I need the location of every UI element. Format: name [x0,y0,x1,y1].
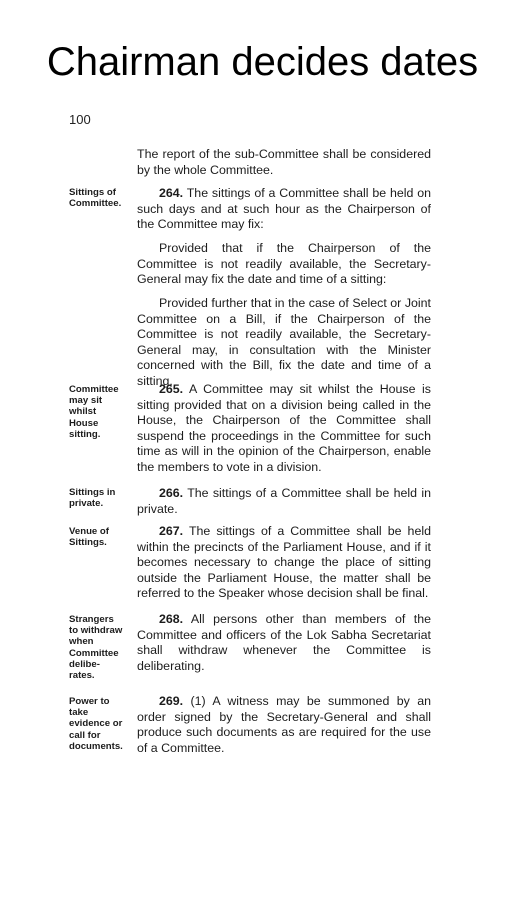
margin-note-venue-of-sittings: Venue of Sittings. [69,526,109,549]
margin-note-strangers-to-withdraw: Strangers to withdraw when Committee delibe-rates. [69,614,123,682]
paragraph-text: A Committee may sit whilst the House is sitting provided that on a division being called in the House, the Chairperson of the Committee shall suspend the proceedings in the Committee for such time as will in the opinion of the Chairperson, enable the members to vote in a division. [137,382,431,474]
paragraph-text: The sittings of a Committee shall be held in private. [137,486,431,516]
paragraph-proviso-1 [137,241,431,288]
headline: Chairman decides dates [46,40,479,84]
section-number: 265. [159,382,184,396]
paragraph-proviso-2 [137,296,431,390]
paragraph-text: The sittings of a Committee shall be held within the precincts of the Parliament House, and if it becomes necessary to change the place of sitting outside the Parliament House, the matter shall be referred to the Speaker whose decision shall be final. [137,524,431,601]
section-number: 268. [159,612,184,626]
paragraph-267 [137,524,431,602]
paragraph-text: Provided further that in the case of Select or Joint Committee on a Bill, if the Chairperson of the Committee is not readily available, the Secretary-General may, in consultation with the Minister concerned with the Bill, fix the date and time of a sitting. [137,296,431,388]
margin-note-power-to-take-evidence: Power to take evidence or call for documents. [69,696,123,752]
paragraph-264 [137,186,431,233]
paragraph-text: Provided that if the Chairperson of the Committee is not readily available, the Secretary-General may fix the date and time of a sitting: [137,241,431,287]
margin-note-sittings-in-private: Sittings in private. [69,487,116,510]
paragraph-text: (1) A witness may be summoned by an order signed by the Secretary-General and shall produce such documents as are required for the use of a Committee. [137,694,431,755]
paragraph-text: The sittings of a Committee shall be held on such days and at such hour as the Chairperson of the Committee may fix: [137,186,431,232]
section-number: 269. [159,694,184,708]
paragraph-269 [137,694,431,756]
paragraph-text: All persons other than members of the Committee and officers of the Lok Sabha Secretariat shall withdraw whenever the Committee is deliberating. [137,612,431,673]
page-number: 100 [69,112,91,127]
paragraph-265 [137,382,431,476]
paragraph-subcommittee-report [137,147,431,178]
margin-note-sittings-of-committee: Sittings of Committee. [69,187,122,210]
section-number: 267. [159,524,184,538]
section-number: 264. [159,186,184,200]
paragraph-266 [137,486,431,517]
paragraph-text: The report of the sub-Committee shall be considered by the whole Committee. [137,147,431,177]
paragraph-268 [137,612,431,674]
margin-note-committee-may-sit: Committee may sit whilst House sitting. [69,384,119,440]
section-number: 266. [159,486,184,500]
